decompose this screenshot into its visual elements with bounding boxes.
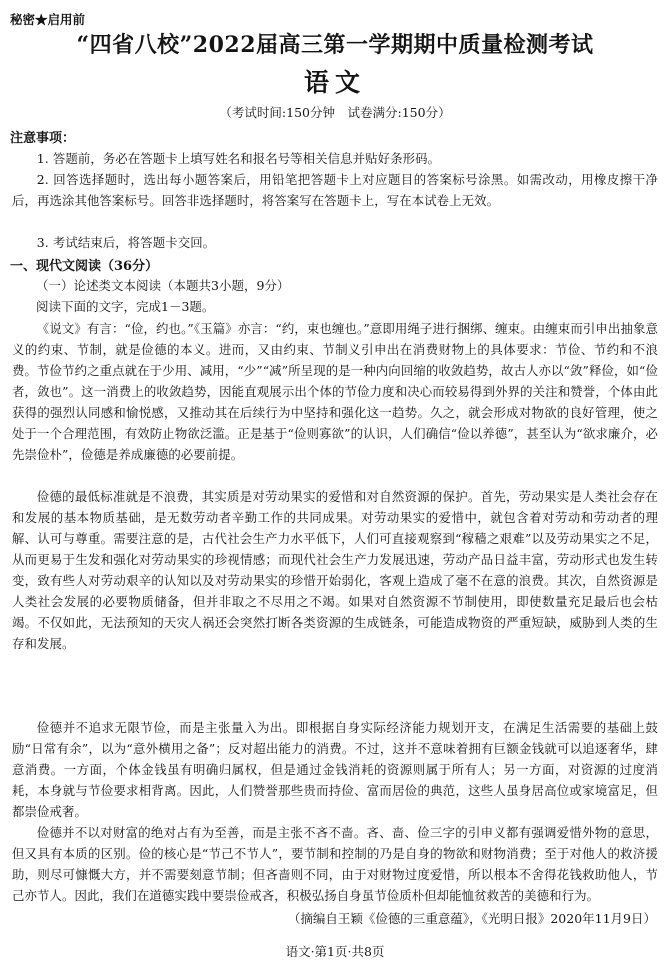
- exam-meta: （考试时间:150分钟 试卷满分:150分）: [219, 105, 451, 120]
- passage-paragraph-1: 《说文》有言：“俭，约也。”《玉篇》亦言：“约，束也缠也。”意即用绳子进行捆绑、缠束。由缠束而引申出抽象意义的约束、节制，就是俭德的本义。进而，又由约束、节制义引申出在消费财物上的具体要求：节俭、节约和不浪费。节俭节约之重点就在于少用、减用，“少”“减”所呈现的是一种内向回缩的收敛趋势，故古人亦以“敛”释俭，如“俭者，敛也”。这一消费上的收敛趋势，因能直观展示出个体的节俭力度和决心而较易得到外界的关注和赞誉，个体由此获得的强烈认同感和愉悦感，又推动其在后续行为中坚持和强化这一趋势。久之，就会形成对物欲的良好管理，使之处于一个合理范围，有效防止物欲泛滥。正是基于“俭则寡欲”的认识，人们确信“俭以养德”，甚至认为“欲求廉介，必先崇俭朴”，俭德是养成廉德的必要前提。: [12, 321, 658, 462]
- confidential-label: 秘密★启用前: [10, 12, 86, 27]
- notice-item-3: 3. 考试结束后，将答题卡交回。: [36, 235, 216, 250]
- notice-item-1: 1. 答题前，务必在答题卡上填写姓名和报名号等相关信息并贴好条形码。: [36, 151, 441, 166]
- subject-title: 语文: [303, 68, 366, 97]
- subsection-heading: （一）论述类文本阅读（本题共3小题，9分）: [36, 278, 290, 293]
- page-footer: 语文·第1页·共8页: [285, 944, 385, 959]
- section-heading: 一、现代文阅读（36分）: [10, 259, 159, 274]
- exam-title: “四省八校”2022届高三第一学期期中质量检测考试: [76, 32, 594, 58]
- notice-heading: 注意事项：: [10, 131, 76, 146]
- passage-paragraph-3: 俭德并不追求无限节俭，而是主张量入为出。即根据自身实际经济能力规划开支，在满足生活需要的基础上鼓励“日常有余”，以为“意外横用之备”；反对超出能力的消费。不过，这并不意味着拥有巨额金钱就可以追逐奢华，肆意消费。一方面，个体金钱虽有明确归属权，但是通过金钱消耗的资源则属于所有人；另一方面，对资源的过度消耗，本身就与节俭要求相背离。因此，人们赞誉那些贵而持俭、富而居俭的典范，这些人虽身居高位或家境富足，但都崇俭戒奢。: [12, 720, 658, 819]
- passage-paragraph-2: 俭德的最低标准就是不浪费，其实质是对劳动果实的爱惜和对自然资源的保护。首先，劳动果实是人类社会存在和发展的基本物质基础，是无数劳动者辛勤工作的共同成果。对劳动果实的爱惜中，就包含着对劳动和劳动者的理解、认可与尊重。需要注意的是，古代社会生产力水平低下，人们可直接观察到“稼穑之艰难”以及劳动果实之不足，从而更易于生发和强化对劳动果实的珍视情感；而现代社会生产力发展迅速，劳动产品日益丰富，劳动形式也发生转变，致有些人对劳动艰辛的认知以及对劳动果实的珍惜开始弱化，客观上造成了毫不在意的浪费。其次，自然资源是人类社会发展的必要物质储备，但并非取之不尽用之不竭。如果对自然资源不节制使用，即使数量充足最后也会枯竭。不仅如此，无法预知的天灾人祸还会突然打断各类资源的生成链条，可能造成物资的严重短缺，威胁到人类的生存和发展。: [12, 489, 658, 651]
- notice-item-2: 2. 回答选择题时，选出每小题答案后，用铅笔把答题卡上对应题目的答案标号涂黑。如需改动，用橡皮擦干净后，再选涂其他答案标号。回答非选择题时，将答案写在答题卡上，写在本试卷上无效。: [12, 172, 658, 208]
- passage-paragraph-4: 俭德并不以对财富的绝对占有为至善，而是主张不吝不啬。吝、啬、俭三字的引申义都有强调爱惜外物的意思，但又具有本质的区别。俭的核心是“节己不节人”，要节制和控制的乃是自身的物欲和财物消费；至于对他人的救济援助，则尽可慷慨大方，并不需要刻意节制；但吝啬则不同，由于对财物过度爱惜，所以根本不舍得花钱救助他人，节己亦节人。因此，我们在道德实践中要崇俭戒吝，积极弘扬自身虽节俭质朴但却能恤贫救苦的美德和行为。: [12, 825, 658, 903]
- reading-instruction: 阅读下面的文字，完成1－3题。: [36, 299, 215, 314]
- passage-source: （摘编自王颖《俭德的三重意蕴》，《光明日报》2020年11月9日）: [287, 911, 656, 926]
